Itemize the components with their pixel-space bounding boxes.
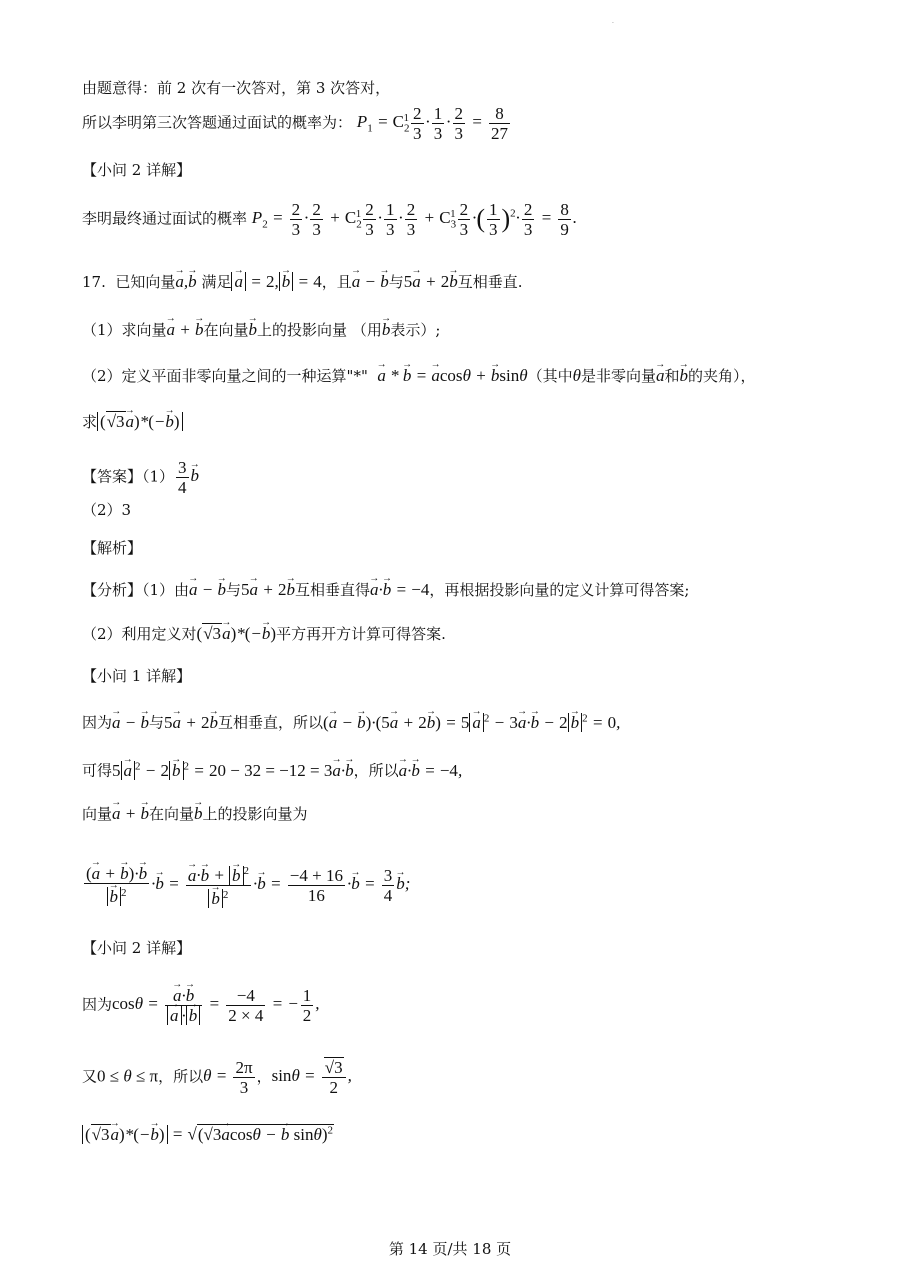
- vector-b: → b: [680, 366, 689, 385]
- magnitude-formula: (√3→ a)*(−→ b) = √(√3→ acosθ − → b sinθ)$^2$: [82, 1124, 334, 1144]
- answer-2: （2）3: [82, 501, 132, 519]
- formula-p1: $P_1 = C_2^1$ $\frac{2}{3}$ · $\frac{1}{3}$ · $\frac{2}{3}$ = $\frac{8}{27}$: [356, 104, 508, 143]
- answer-label: 【答案】（1）: [82, 467, 175, 486]
- problem-text: 与: [388, 273, 404, 291]
- theta-value: θ = $\frac{2\pi}{3}$: [203, 1058, 253, 1097]
- sol-text: 与: [149, 713, 165, 732]
- section-heading: 【小问 2 详解】: [82, 939, 192, 957]
- problem-text: （2）定义平面非零向量之间的一种运算"*": [82, 367, 368, 385]
- dot-product-calc: 5→ a $^2$ − 2→ b $^2$ = 20 − 32 = −12 = 3→ a·→ b: [112, 761, 354, 780]
- problem-text: 和: [664, 367, 680, 385]
- sol1-line-3: [82, 804, 308, 824]
- dot-product-result: → a·→ b = −4,: [399, 761, 463, 780]
- sol-text: 上的投影向量为: [202, 805, 308, 823]
- problem-text: 在向量: [203, 321, 249, 339]
- cos-theta-calc: cosθ = → a·→ b → a ·→ b = $\frac{-4}{2 \times 4}$ = − $\frac{1}{2}$ ,: [112, 994, 320, 1013]
- problem-17-part2-target: [82, 412, 183, 432]
- sin-theta-value: sinθ = $\frac{√3}{2}$ ,: [271, 1058, 352, 1097]
- sol2-line-3: [82, 1120, 334, 1145]
- solution-text: 所以李明第三次答题通过面试的概率为：: [82, 113, 353, 132]
- fenxi-text: （2）利用定义对: [82, 625, 197, 643]
- problem-text: （其中: [527, 367, 573, 385]
- magnitude-condition: → a = 2,→ b = 4: [231, 272, 321, 291]
- problem-text: 表示）;: [390, 321, 441, 339]
- vector-expr: → a + → b: [167, 320, 204, 339]
- problem-text: 互相垂直.: [457, 273, 523, 291]
- target-expression: (√3→ a)*(−→ b): [97, 412, 183, 431]
- sol-text: ，所以: [158, 1067, 204, 1086]
- sol-text: 向量: [82, 805, 113, 823]
- vector-expr: 5→ a + 2→ b: [404, 272, 458, 291]
- sol-text: 又: [82, 1067, 98, 1086]
- problem-text: 满足: [201, 273, 232, 291]
- theta-symbol: θ: [572, 366, 581, 385]
- fenxi-line-2: [82, 624, 446, 644]
- answer-line: [82, 458, 199, 497]
- vectors-ab: → a,→ b: [175, 272, 196, 291]
- solution-text: 李明最终通过面试的概率: [82, 209, 248, 228]
- section-heading: 【小问 1 详解】: [82, 667, 192, 685]
- decorative-dot: ·: [612, 20, 614, 27]
- vector-a: → a: [656, 366, 665, 385]
- vector-expr: 5→ a + 2→ b: [241, 580, 295, 599]
- sol1-line-2: [82, 756, 462, 781]
- sol-text: ，所以: [353, 761, 399, 780]
- sol-text: 因为: [82, 995, 113, 1014]
- problem-text: 已知向量: [115, 273, 176, 291]
- sol-text: 互相垂直，所以: [218, 713, 324, 732]
- page-footer: 第 14 页/共 18 页: [388, 1240, 512, 1258]
- projection-calc: (→ a + → b)·→ b → b $^2$ ·→ b = → a·→ b + → b $^2$ → b $^2$ ·→ b = $\frac{-4 + 16}{16}$ ·→ b = $\frac{3}{4}$ → b;: [82, 874, 410, 893]
- projection-formula: [82, 862, 410, 908]
- problem-17-stem: [82, 272, 522, 292]
- theta-range: 0 ≤ θ ≤ π: [97, 1066, 159, 1086]
- fenxi-text: 平方再开方计算可得答案.: [276, 625, 446, 643]
- sol-text: 因为: [82, 713, 113, 732]
- vector-expr: → a + → b: [112, 804, 149, 823]
- fenxi-line-1: [82, 580, 689, 600]
- sol2-line-2: [82, 1058, 352, 1097]
- problem-number: 17.: [82, 273, 106, 291]
- fenxi-text: 互相垂直得: [295, 581, 371, 599]
- sol-text: ，: [256, 1067, 272, 1086]
- sol2-line-1: [82, 986, 320, 1025]
- dot-product-result: → a·→ b = −4: [370, 580, 429, 599]
- fenxi-text: 与: [226, 581, 242, 599]
- vector-b: → b: [382, 320, 391, 339]
- problem-text: 的夹角），: [688, 367, 756, 385]
- analysis-label: 【解析】: [82, 539, 143, 557]
- problem-text: ，且: [321, 273, 352, 291]
- sol1-line-1: [82, 708, 620, 733]
- fenxi-text: ，再根据投影向量的定义计算可得答案;: [429, 581, 690, 599]
- vector-expr: → a − → b: [352, 272, 389, 291]
- problem-17-part1: [82, 320, 440, 340]
- vector-expr: → a − → b: [189, 580, 226, 599]
- problem-17-part2: [82, 366, 756, 386]
- vector-b: → b: [194, 804, 203, 823]
- solution-line: 由题意得：前 2 次有一次答对，第 3 次答对，: [82, 79, 391, 97]
- answer-1: $\frac{3}{4}$ → b: [174, 466, 199, 485]
- vector-expr: → a − → b: [112, 713, 149, 732]
- solution-line-p1: [82, 104, 512, 143]
- section-heading: 【小问 2 详解】: [82, 161, 192, 179]
- fenxi-text: 【分析】（1）由: [82, 581, 190, 599]
- formula-p2: $P_2$ = $\frac{2}{3}$ · $\frac{2}{3}$ + $C_2^1$ $\frac{2}{3}$ · $\frac{1}{3}$ · $\frac{2}{3}$ + $C_3^1$ $\frac{2}{3}$ ·( $\frac{1}{3}$ )$^2$· $\frac{2}{3}$ = $\frac{8}{9}$ .: [251, 200, 578, 239]
- problem-text: （1）求向量: [82, 321, 167, 339]
- problem-text: 求: [82, 413, 98, 431]
- target-expression: (√3→ a)*(−→ b): [197, 624, 277, 643]
- sol-text: 可得: [82, 761, 113, 780]
- sol-text: 在向量: [149, 805, 195, 823]
- solution-line-p2: [82, 200, 577, 239]
- vector-expr: 5→ a + 2→ b: [164, 713, 218, 732]
- perpendicular-equation: (→ a − → b)·(5→ a + 2→ b) = 5→ a $^2$ − 3→ a·→ b − 2→ b $^2$ = 0,: [323, 713, 620, 732]
- operation-definition: → a * → b = → acosθ + → bsinθ: [377, 366, 527, 385]
- problem-text: 是非零向量: [580, 367, 656, 385]
- vector-b: → b: [249, 320, 258, 339]
- problem-text: 上的投影向量 （用: [257, 321, 382, 339]
